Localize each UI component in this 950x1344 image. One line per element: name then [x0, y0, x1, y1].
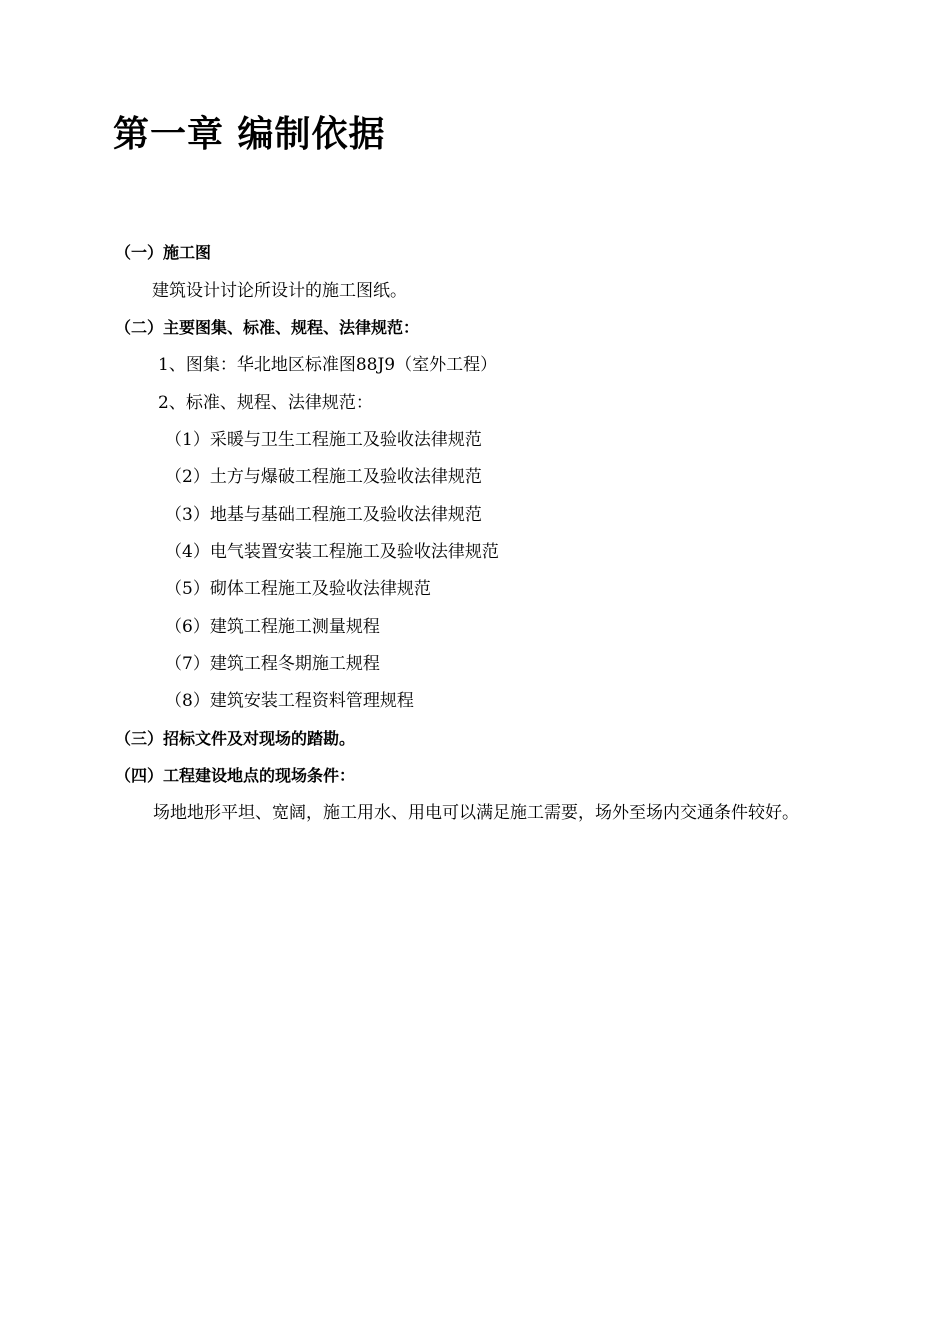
- section-heading-standards: （二）主要图集、标准、规程、法律规范：: [115, 318, 420, 337]
- section-heading-drawings: （一）施工图: [115, 243, 212, 262]
- section-body-drawings: 建筑设计讨论所设计的施工图纸。: [152, 281, 407, 301]
- section-heading-site: （四）工程建设地点的现场条件：: [115, 766, 356, 785]
- list-item: （4）电气装置安装工程施工及验收法律规范: [165, 542, 499, 562]
- chapter-title: 第一章 编制依据: [113, 114, 386, 155]
- section-body-site: 场地地形平坦、宽阔，施工用水、用电可以满足施工需要，场外至场内交通条件较好。: [153, 803, 799, 823]
- list-item: （8）建筑安装工程资料管理规程: [165, 691, 414, 711]
- list-item: （2）土方与爆破工程施工及验收法律规范: [165, 467, 482, 487]
- list-item: （5）砌体工程施工及验收法律规范: [165, 579, 431, 599]
- list-item: （7）建筑工程冬期施工规程: [165, 654, 380, 674]
- section-heading-tender: （三）招标文件及对现场的踏勘。: [115, 729, 356, 748]
- list-item-atlas: 1、图集：华北地区标准图88J9（室外工程）: [158, 355, 498, 375]
- list-item: （1）采暖与卫生工程施工及验收法律规范: [165, 430, 482, 450]
- list-item-standards: 2、标准、规程、法律规范：: [158, 393, 373, 413]
- list-item: （6）建筑工程施工测量规程: [165, 617, 380, 637]
- list-item: （3）地基与基础工程施工及验收法律规范: [165, 505, 482, 525]
